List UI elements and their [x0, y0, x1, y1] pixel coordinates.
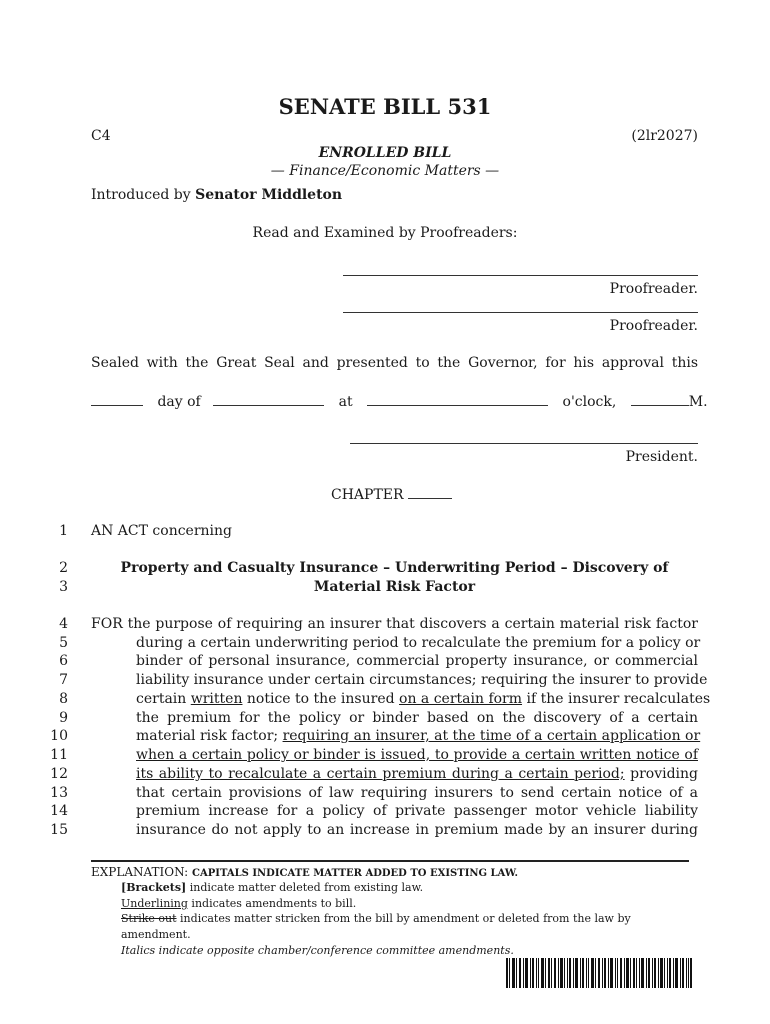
amendment-underline: on a certain form — [399, 691, 523, 707]
text-run: certain — [136, 691, 191, 707]
purpose-line: insurance do not apply to an increase in premium made by an insurer during — [136, 822, 698, 838]
proofreader-signature-line-2 — [343, 312, 698, 313]
day-blank — [91, 393, 143, 406]
seal-blanks — [91, 393, 708, 410]
amendment-underline: requiring an insurer, at the time of a certain application or — [282, 728, 701, 744]
line-number: 13 — [50, 785, 68, 801]
president-label: President. — [625, 449, 698, 465]
line-number: 14 — [50, 803, 68, 819]
amendment-underline: its ability to recalculate a certain premium during a certain period; — [136, 766, 625, 782]
sponsor-name: Senator Middleton — [195, 187, 343, 203]
barcode-icon — [506, 958, 692, 988]
purpose-line: the premium for the policy or binder based on the discovery of a certain — [136, 710, 698, 726]
explanation-underline — [121, 897, 356, 910]
day-of-label: day of — [157, 394, 201, 410]
seal-text: Sealed with the Great Seal and presented to the Governor, for his approval this — [91, 355, 698, 371]
read-examined: Read and Examined by Proofreaders: — [252, 225, 518, 241]
strike-rest: indicates matter stricken from the bill by amendment or deleted from the law by — [176, 912, 631, 925]
brackets-word: [Brackets] — [121, 881, 187, 894]
bill-draft-number: (2lr2027) — [631, 128, 698, 144]
line-number: 12 — [50, 766, 68, 782]
line-number: 10 — [50, 728, 68, 744]
explanation-caps: CAPITALS INDICATE MATTER ADDED TO EXISTING LAW. — [192, 868, 518, 879]
purpose-line — [136, 766, 698, 782]
text-run: providing — [624, 766, 698, 782]
meridiem-blank — [631, 393, 689, 406]
purpose-line: liability insurance under certain circumstances; requiring the insurer to provide — [136, 672, 708, 688]
chapter-blank — [408, 486, 452, 499]
line-number: 5 — [59, 635, 68, 651]
amendment-underline: written — [190, 691, 243, 707]
explanation-strike — [121, 912, 631, 925]
line-number: 1 — [59, 523, 68, 539]
explanation-label: EXPLANATION: — [91, 865, 189, 879]
chapter-line — [331, 486, 452, 503]
underline-word: Underlining — [121, 897, 188, 910]
text-run: notice to the insured — [242, 691, 400, 707]
underline-rest: indicates amendments to bill. — [187, 897, 357, 910]
explanation-brackets — [121, 881, 423, 894]
text-run: material risk factor; — [136, 728, 283, 744]
act-concerning: AN ACT concerning — [91, 523, 232, 539]
at-label: at — [338, 394, 353, 410]
introduced-by — [91, 187, 342, 203]
purpose-line: binder of personal insurance, commercial property insurance, or commercial — [136, 653, 698, 669]
line-number: 4 — [59, 616, 68, 632]
text-run: if the insurer recalculates — [522, 691, 711, 707]
line-number: 11 — [50, 747, 68, 763]
explanation-italics: Italics indicate opposite chamber/conference committee amendments. — [121, 944, 514, 957]
purpose-line: premium increase for a policy of private passenger motor vehicle liability — [136, 803, 698, 819]
oclock-label: o'clock, — [562, 394, 617, 410]
purpose-line: FOR the purpose of requiring an insurer that discovers a certain material risk factor — [91, 616, 698, 632]
proofreader-label-1: Proofreader. — [609, 281, 698, 297]
proofreader-signature-line-1 — [343, 275, 698, 276]
time-blank — [367, 393, 548, 406]
bill-subject-line-1: Property and Casualty Insurance – Underwriting Period – Discovery of — [120, 560, 669, 576]
explanation-strike-cont: amendment. — [121, 928, 191, 941]
proofreader-label-2: Proofreader. — [609, 318, 698, 334]
explanation-heading — [91, 865, 518, 879]
line-number: 2 — [59, 560, 68, 576]
purpose-line — [136, 728, 701, 744]
bill-title: SENATE BILL 531 — [278, 94, 492, 119]
line-number: 15 — [50, 822, 68, 838]
m-label: M. — [688, 394, 708, 410]
committee-line: — Finance/Economic Matters — — [270, 163, 500, 179]
chapter-label: CHAPTER — [331, 487, 404, 503]
line-number: 6 — [59, 653, 68, 669]
brackets-rest: indicate matter deleted from existing law. — [186, 881, 424, 894]
purpose-line — [136, 691, 711, 707]
footer-divider — [91, 860, 689, 862]
bill-code: C4 — [91, 128, 111, 144]
purpose-line: that certain provisions of law requiring insurers to send certain notice of a — [136, 785, 698, 801]
president-signature-line — [350, 443, 698, 444]
strike-word: Strike out — [121, 912, 177, 925]
purpose-line: during a certain underwriting period to recalculate the premium for a policy or — [136, 635, 701, 651]
bill-subject-line-2: Material Risk Factor — [313, 579, 476, 595]
line-number: 3 — [59, 579, 68, 595]
line-number: 7 — [59, 672, 68, 688]
amendment-underline: when a certain policy or binder is issued, to provide a certain written notice of — [136, 747, 698, 763]
line-number: 8 — [59, 691, 68, 707]
enrolled-label: ENROLLED BILL — [318, 145, 452, 161]
month-blank — [213, 393, 324, 406]
introduced-prefix: Introduced by — [91, 187, 191, 203]
line-number: 9 — [59, 710, 68, 726]
